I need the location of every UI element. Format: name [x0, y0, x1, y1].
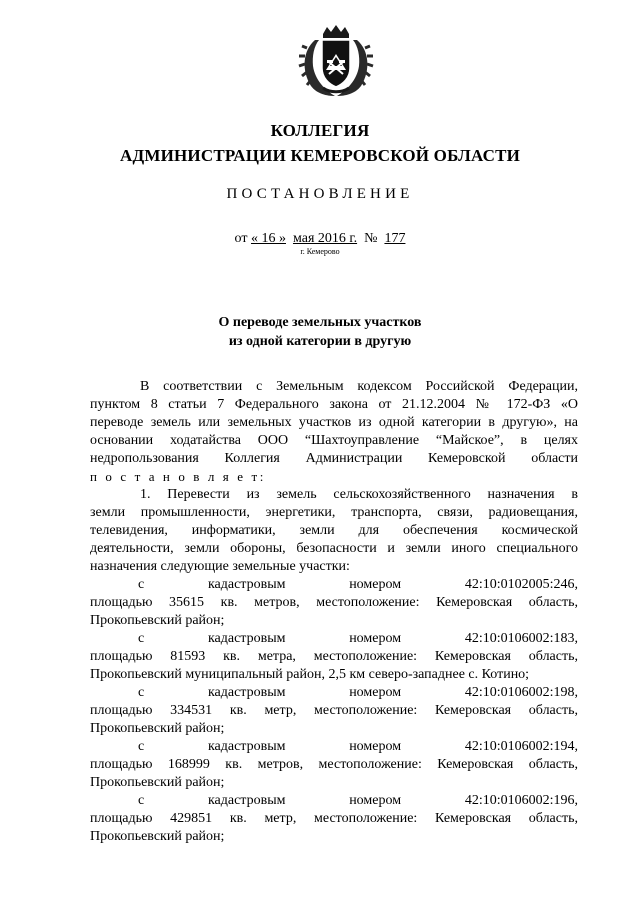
date-line: [0, 231, 640, 247]
parcel-area-line: площадью 334531 кв. метр, местоположение: Кемеровская область,: [90, 703, 578, 718]
date-prefix: от: [234, 231, 248, 246]
preamble-line: пунктом 8 статьи 7 Федерального закона от 21.12.2004 № 172-ФЗ «О: [90, 397, 578, 412]
number-label: №: [364, 231, 378, 246]
preamble-line: В соответствии с Земельным кодексом Российской Федерации,: [140, 379, 578, 394]
document-number: 177: [384, 231, 406, 246]
parcel-number: 42:10:0106002:196,: [464, 793, 578, 808]
preamble-line: переводе земель или земельных участков из одной категории в другую», на: [90, 415, 578, 430]
preamble-line: основании ходатайства ООО “Шахтоуправление “Майское”, в целях: [90, 433, 578, 448]
parcel-word: номером: [349, 739, 402, 754]
parcel-word: с: [138, 685, 145, 700]
city: г. Кемерово: [300, 247, 340, 256]
parcel-location-line: Прокопьевский район;: [90, 829, 225, 844]
parcel-cadastral-line: [138, 630, 578, 648]
parcel-word: кадастровым: [207, 739, 286, 754]
item-line: 1. Перевести из земель сельскохозяйственного назначения в: [140, 487, 578, 502]
coat-of-arms-icon: [297, 24, 375, 98]
parcel-cadastral-line: [138, 792, 578, 810]
item-line: назначения следующие земельные участки:: [90, 559, 350, 574]
parcel-word: с: [138, 631, 145, 646]
parcel-number: 42:10:0106002:194,: [464, 739, 578, 754]
parcel-number: 42:10:0106002:183,: [464, 631, 578, 646]
resolve-word: п о с т а н о в л я е т:: [90, 469, 266, 484]
parcel-word: номером: [349, 577, 402, 592]
document-title-line2: из одной категории в другую: [228, 334, 412, 349]
document-title-line1: О переводе земельных участков: [218, 315, 422, 330]
parcel-area-line: площадью 168999 кв. метров, местоположение: Кемеровская область,: [90, 757, 578, 772]
parcel-word: с: [138, 739, 145, 754]
preamble-line: недропользования Коллегия Администрации Кемеровской области: [90, 451, 578, 466]
parcel-area-line: площадью 81593 кв. метра, местоположение: Кемеровская область,: [90, 649, 578, 664]
parcel-word: номером: [349, 793, 402, 808]
parcel-word: кадастровым: [207, 685, 286, 700]
parcel-number: 42:10:0106002:198,: [464, 685, 578, 700]
parcel-word: с: [138, 793, 145, 808]
item-line: телевидения, информатики, земли для обеспечения космической: [90, 523, 578, 538]
org-name-line2: АДМИНИСТРАЦИИ КЕМЕРОВСКОЙ ОБЛАСТИ: [119, 146, 521, 165]
parcel-word: с: [138, 577, 145, 592]
parcel-cadastral-line: [138, 738, 578, 756]
parcel-location-line: Прокопьевский район;: [90, 613, 225, 628]
date-day: « 16 »: [250, 231, 286, 246]
parcel-word: кадастровым: [207, 577, 286, 592]
parcel-cadastral-line: [138, 576, 578, 594]
parcel-cadastral-line: [138, 684, 578, 702]
item-line: деятельности, земли обороны, безопасности и земли иного специального: [90, 541, 578, 556]
parcel-number: 42:10:0102005:246,: [464, 577, 578, 592]
parcel-word: номером: [349, 631, 402, 646]
parcel-area-line: площадью 429851 кв. метр, местоположение: Кемеровская область,: [90, 811, 578, 826]
parcel-location-line: Прокопьевский муниципальный район, 2,5 км северо-западнее с. Котино;: [90, 667, 530, 682]
parcel-word: кадастровым: [207, 793, 286, 808]
parcel-location-line: Прокопьевский район;: [90, 721, 225, 736]
parcel-word: кадастровым: [207, 631, 286, 646]
parcel-location-line: Прокопьевский район;: [90, 775, 225, 790]
org-name-line1: КОЛЛЕГИЯ: [270, 121, 370, 140]
document-type: ПОСТАНОВЛЕНИЕ: [226, 186, 414, 202]
parcel-word: номером: [349, 685, 402, 700]
parcel-area-line: площадью 35615 кв. метров, местоположение: Кемеровская область,: [90, 595, 578, 610]
date-month-year: мая 2016 г.: [292, 231, 358, 246]
item-line: земли промышленности, энергетики, транспорта, связи, радиовещания,: [90, 505, 578, 520]
